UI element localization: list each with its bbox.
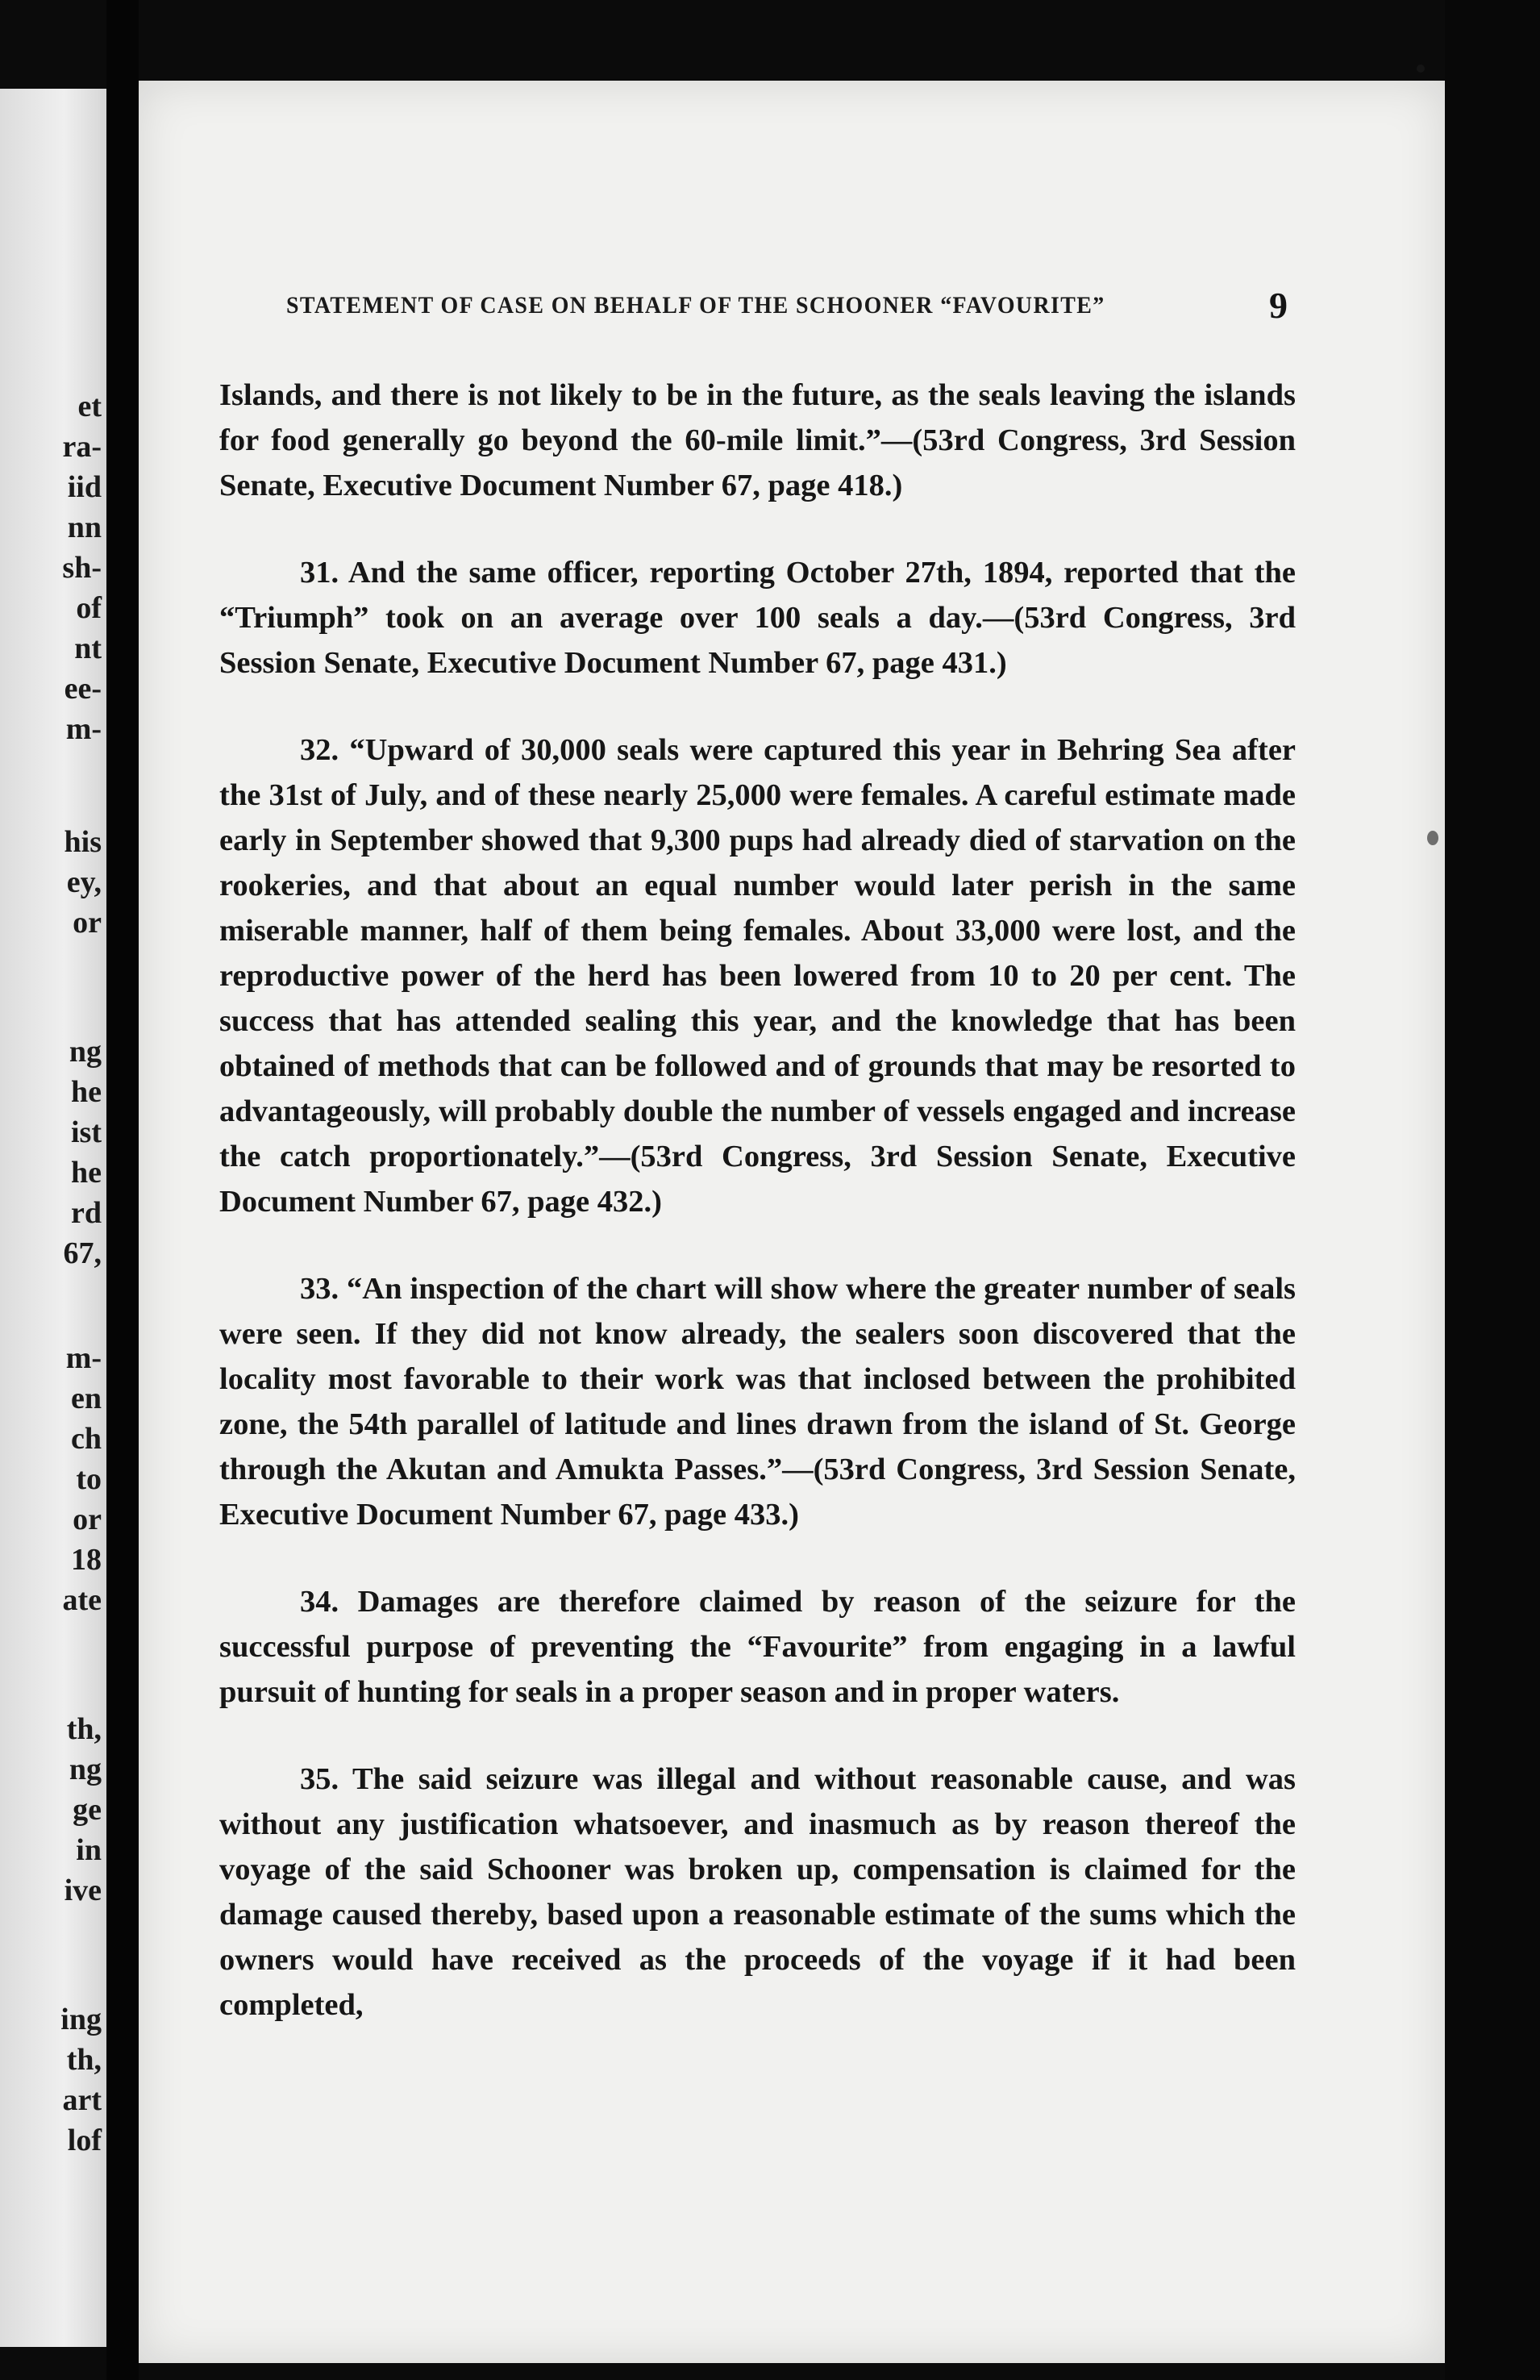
paragraph-31 <box>219 550 1296 686</box>
adjacent-text-fragment: to <box>76 1462 102 1496</box>
adjacent-page-fragment <box>0 89 106 2347</box>
paragraph-text: The said seizure was illegal and without reasonable cause, and was without any justification whatsoever, and inasmuch as by reason thereof the voyage of the said Schooner was broken up, compensation is claimed for the damage caused thereby, based upon a reasonable estimate of the sums which the owners would have received as the proceeds of the voyage if it had been completed, <box>219 1762 1296 2022</box>
paragraph-text: Islands, and there is not likely to be in the future, as the seals leaving the islands for food generally go beyond the 60-mile limit.”—(53rd Congress, 3rd Session Senate, Executive Document Number 67, page 418.) <box>219 378 1296 502</box>
adjacent-text-fragment: rd <box>71 1196 102 1230</box>
adjacent-text-fragment: his <box>64 825 102 859</box>
document-page <box>139 81 1445 2363</box>
paragraph-text: Damages are therefore claimed by reason of the seizure for the successful purpose of preventing the “Favourite” from engaging in a lawful pursuit of hunting for seals in a proper season and in proper waters. <box>219 1585 1296 1709</box>
adjacent-text-fragment: art <box>62 2083 102 2117</box>
adjacent-text-fragment: ng <box>69 1753 102 1786</box>
adjacent-text-fragment: th, <box>66 1712 102 1746</box>
page-number: 9 <box>1269 285 1288 326</box>
scan-border <box>1445 0 1540 2380</box>
paragraph-text: “Upward of 30,000 seals were captured this year in Behring Sea after the 31st of July, and of these nearly 25,000 were females. A careful estimate made early in September showed that 9,300 pups had already died of starvation on the rookeries, and that about an equal number would later perish in the same miserable manner, half of them being females. About 33,000 were lost, and the reproductive power of the herd has been lowered from 10 to 20 per cent. The success that has attended sealing this year, and the knowledge that has been obtained of methods that can be followed and of grounds that may be resorted to advantageously, will probably double the number of vessels engaged and increase the catch proportionately.”—(53rd Congress, 3rd Session Senate, Executive Document Number 67, page 432.) <box>219 733 1296 1219</box>
book-gutter <box>106 0 139 2380</box>
body-text <box>219 373 1296 2069</box>
adjacent-text-fragment: he <box>71 1156 102 1190</box>
adjacent-text-fragment: sh- <box>62 551 102 585</box>
adjacent-text-fragment: nn <box>67 511 102 544</box>
paragraph-text: “An inspection of the chart will show where the greater number of seals were seen. If they did not know already, the sealers soon discovered that the locality most favorable to their work was that inclosed between the prohibited zone, the 54th parallel of latitude and lines drawn from the island of St. George through the Akutan and Amukta Passes.”—(53rd Congress, 3rd Session Senate, Executive Document Number 67, page 433.) <box>219 1272 1296 1532</box>
adjacent-text-fragment: m- <box>65 712 102 746</box>
paragraph-number: 34. <box>300 1585 339 1619</box>
adjacent-text-fragment: in <box>76 1833 102 1867</box>
paragraph-number: 33. <box>300 1272 339 1306</box>
adjacent-text-fragment: ate <box>62 1583 102 1617</box>
adjacent-text-fragment: ive <box>64 1874 102 1907</box>
adjacent-text-fragment: of <box>76 591 102 625</box>
adjacent-text-fragment: iid <box>67 470 102 504</box>
adjacent-text-fragment: ing <box>60 2003 102 2036</box>
adjacent-text-fragment: ge <box>73 1793 102 1827</box>
adjacent-text-fragment: he <box>71 1075 102 1109</box>
paragraph-continued <box>219 373 1296 508</box>
adjacent-text-fragment: ist <box>71 1115 102 1149</box>
adjacent-text-fragment: ey, <box>66 865 102 899</box>
adjacent-text-fragment: ch <box>71 1422 102 1456</box>
page-header <box>139 285 1445 332</box>
adjacent-text-fragment: nt <box>74 631 102 665</box>
paragraph-34 <box>219 1579 1296 1715</box>
adjacent-text-fragment: or <box>73 1503 102 1536</box>
paragraph-33 <box>219 1266 1296 1537</box>
scan-speck <box>1427 831 1438 845</box>
adjacent-text-fragment: or <box>73 906 102 940</box>
paragraph-number: 32. <box>300 733 339 767</box>
adjacent-text-fragment: ra- <box>62 430 102 464</box>
adjacent-text-fragment: en <box>71 1382 102 1415</box>
paragraph-35 <box>219 1757 1296 2028</box>
adjacent-text-fragment: 18 <box>71 1543 102 1577</box>
paragraph-32 <box>219 727 1296 1224</box>
scan-speck <box>1417 65 1425 73</box>
adjacent-text-fragment: th, <box>66 2043 102 2077</box>
adjacent-text-fragment: ee- <box>64 672 102 706</box>
adjacent-text-fragment: ng <box>69 1035 102 1069</box>
paragraph-text: And the same officer, reporting October 27th, 1894, reported that the “Triumph” took on an average over 100 seals a day.—(53rd Congress, 3rd Session Senate, Executive Document Number 67, page 431.) <box>219 556 1296 680</box>
paragraph-number: 31. <box>300 556 339 590</box>
running-title: STATEMENT OF CASE ON BEHALF OF THE SCHOONER “FAVOURITE” <box>286 292 1105 319</box>
adjacent-text-fragment: et <box>77 390 102 423</box>
paragraph-number: 35. <box>300 1762 339 1796</box>
adjacent-text-fragment: m- <box>65 1341 102 1375</box>
adjacent-text-fragment: lof <box>67 2124 102 2157</box>
adjacent-text-fragment: 67, <box>63 1236 102 1270</box>
